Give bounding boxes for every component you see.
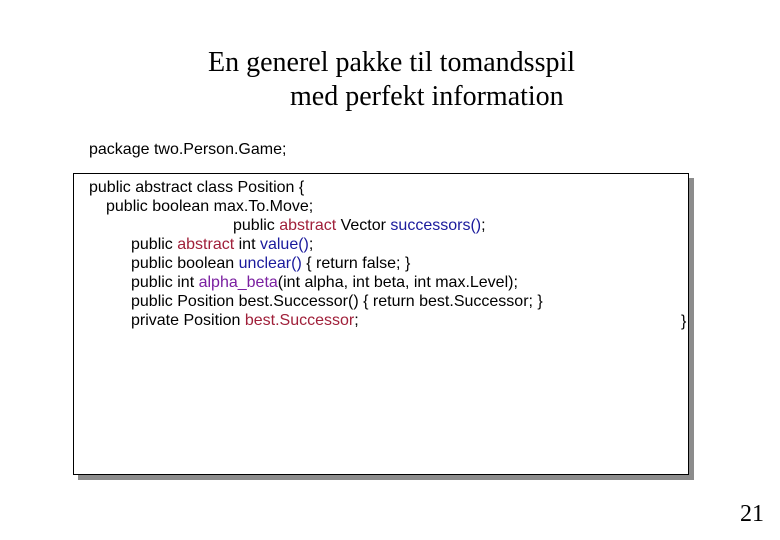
alpha-beta-pre: public int [131, 274, 199, 291]
best-successor-keyword: best.Successor [244, 312, 355, 329]
closing-brace: } [681, 313, 687, 330]
unclear-name: unclear() [238, 255, 302, 272]
value-name: value() [259, 236, 309, 253]
method-unclear [131, 254, 410, 273]
unclear-pre: public boolean [131, 255, 239, 272]
successors-post: ; [481, 217, 486, 234]
class-declaration: public abstract class Position { [89, 179, 305, 196]
value-pre: public [131, 236, 178, 253]
package-declaration: package two.Person.Game; [89, 141, 287, 158]
field-max-to-move: public boolean max.To.Move; [106, 198, 314, 215]
title-line-2: med perfekt information [290, 81, 564, 112]
best-successor-post: ; [354, 312, 359, 329]
method-best-successor: public Position best.Successor() { return best.Successor; } [131, 293, 543, 310]
successors-keyword: abstract [279, 217, 337, 234]
method-alpha-beta [131, 273, 518, 292]
title-line-1: En generel pakke til tomandsspil [208, 47, 576, 78]
successors-name: successors() [390, 217, 482, 234]
alpha-beta-post: (int alpha, int beta, int max.Level); [277, 274, 518, 291]
successors-pre: public [233, 217, 280, 234]
unclear-post: { return false; } [301, 255, 411, 272]
code-box [73, 173, 689, 475]
page-number: 21 [740, 501, 764, 527]
value-keyword: abstract [177, 236, 235, 253]
method-successors [233, 216, 486, 235]
alpha-beta-name: alpha_beta [198, 274, 278, 291]
value-post: ; [308, 236, 314, 253]
value-type: int [234, 236, 260, 253]
best-successor-pre: private Position [131, 312, 245, 329]
method-value [131, 235, 313, 254]
successors-type: Vector [336, 217, 391, 234]
field-best-successor [131, 311, 359, 330]
